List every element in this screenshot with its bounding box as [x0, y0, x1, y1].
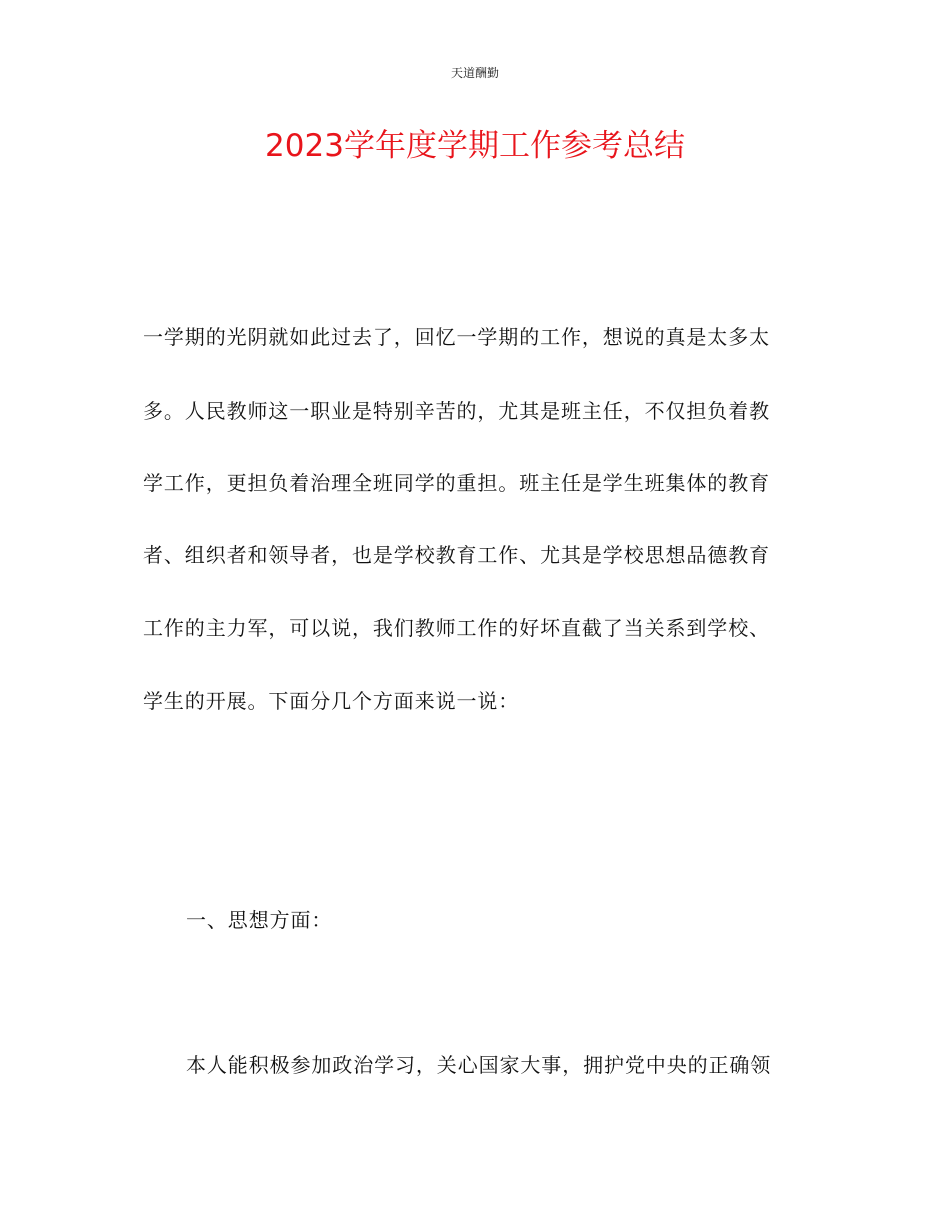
- paragraph-line: 学工作，更担负着治理全班同学的重担。班主任是学生班集体的教育: [143, 471, 770, 495]
- paragraph-line: 多。人民教师这一职业是特别辛苦的，尤其是班主任，不仅担负着教: [143, 399, 770, 423]
- paragraph-line: 工作的主力军，可以说，我们教师工作的好坏直截了当关系到学校、: [143, 616, 770, 640]
- paragraph-line: 一学期的光阴就如此过去了，回忆一学期的工作，想说的真是太多太: [143, 325, 770, 349]
- paragraph-line: 者、组织者和领导者，也是学校教育工作、尤其是学校思想品德教育: [143, 543, 770, 567]
- document-title: 2023学年度学期工作参考总结: [265, 128, 685, 164]
- page-header: 天道酬勤: [450, 66, 499, 80]
- section-heading: 一、思想方面：: [186, 908, 333, 932]
- section-paragraph-line: 本人能积极参加政治学习，关心国家大事，拥护党中央的正确领: [186, 1053, 772, 1077]
- paragraph-line: 学生的开展。下面分几个方面来说一说：: [143, 689, 520, 713]
